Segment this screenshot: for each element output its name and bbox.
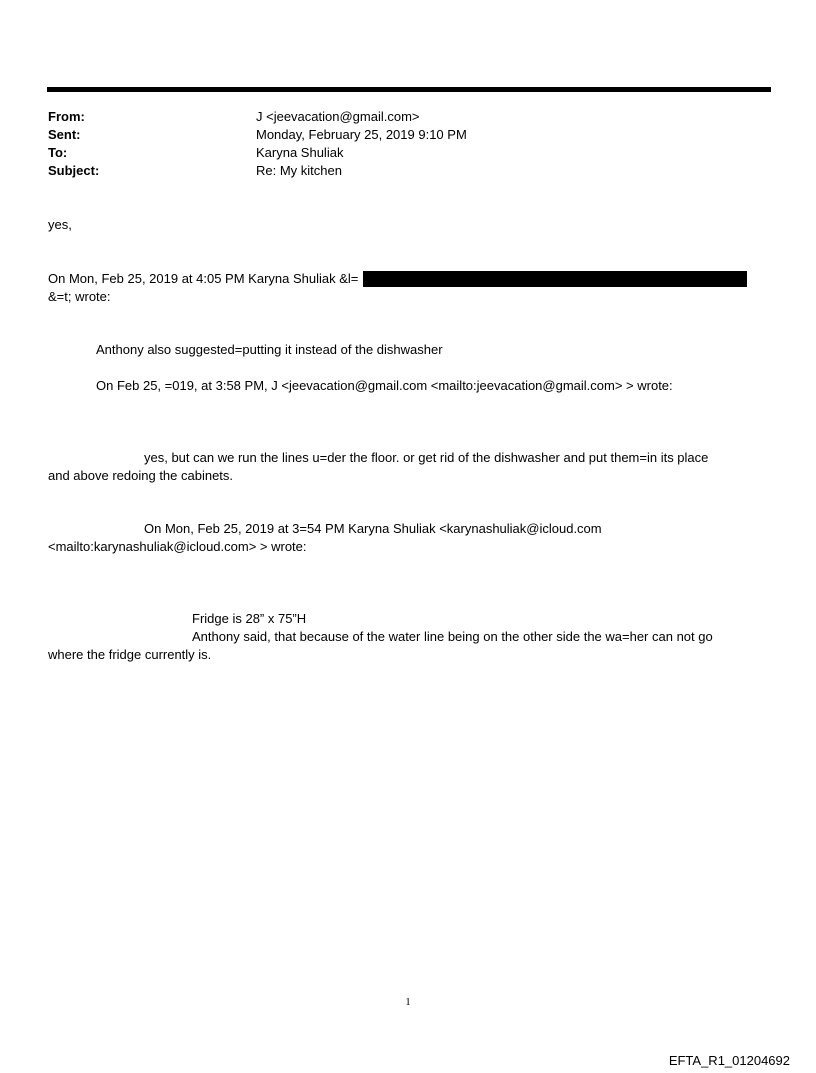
from-label: From: [48, 109, 85, 124]
from-value: J <jeevacation@gmail.com> [256, 109, 420, 124]
sent-value: Monday, February 25, 2019 9:10 PM [256, 127, 467, 142]
subject-label: Subject: [48, 163, 100, 178]
quote2-text-line2: and above redoing the cabinets. [48, 468, 234, 483]
quote3-header-line1: On Mon, Feb 25, 2019 at 3=54 PM Karyna Shuliak <karynashuliak@icloud.com [144, 521, 602, 536]
quote2-header: On Feb 25, =019, at 3:58 PM, J <jeevacation@gmail.com <mailto:jeevacation@gmail.com> > wrote: [96, 378, 673, 393]
header-rule [47, 87, 771, 92]
quote3-header-line2: <mailto:karynashuliak@icloud.com> > wrote: [48, 539, 307, 554]
to-value: Karyna Shuliak [256, 145, 344, 160]
quote1-header-line2: &=t; wrote: [48, 289, 111, 304]
subject-value: Re: My kitchen [256, 163, 342, 178]
quote2-text-line1: yes, but can we run the lines u=der the floor. or get rid of the dishwasher and put them=in its place [144, 450, 709, 465]
reply-text: yes, [48, 217, 72, 232]
quote3-text-line2: Anthony said, that because of the water line being on the other side the wa=her can not go [192, 629, 713, 644]
page-number: 1 [405, 996, 411, 1008]
quote1-text: Anthony also suggested=putting it instead of the dishwasher [96, 342, 443, 357]
quote3-text-line3: where the fridge currently is. [48, 647, 212, 662]
redaction-bar [363, 271, 747, 287]
document-id: EFTA_R1_01204692 [668, 1053, 790, 1068]
quote1-header-line1: On Mon, Feb 25, 2019 at 4:05 PM Karyna Shuliak &l= [48, 271, 359, 286]
quote3-text-line1: Fridge is 28” x 75”H [192, 611, 307, 626]
sent-label: Sent: [48, 127, 81, 142]
to-label: To: [48, 145, 68, 160]
